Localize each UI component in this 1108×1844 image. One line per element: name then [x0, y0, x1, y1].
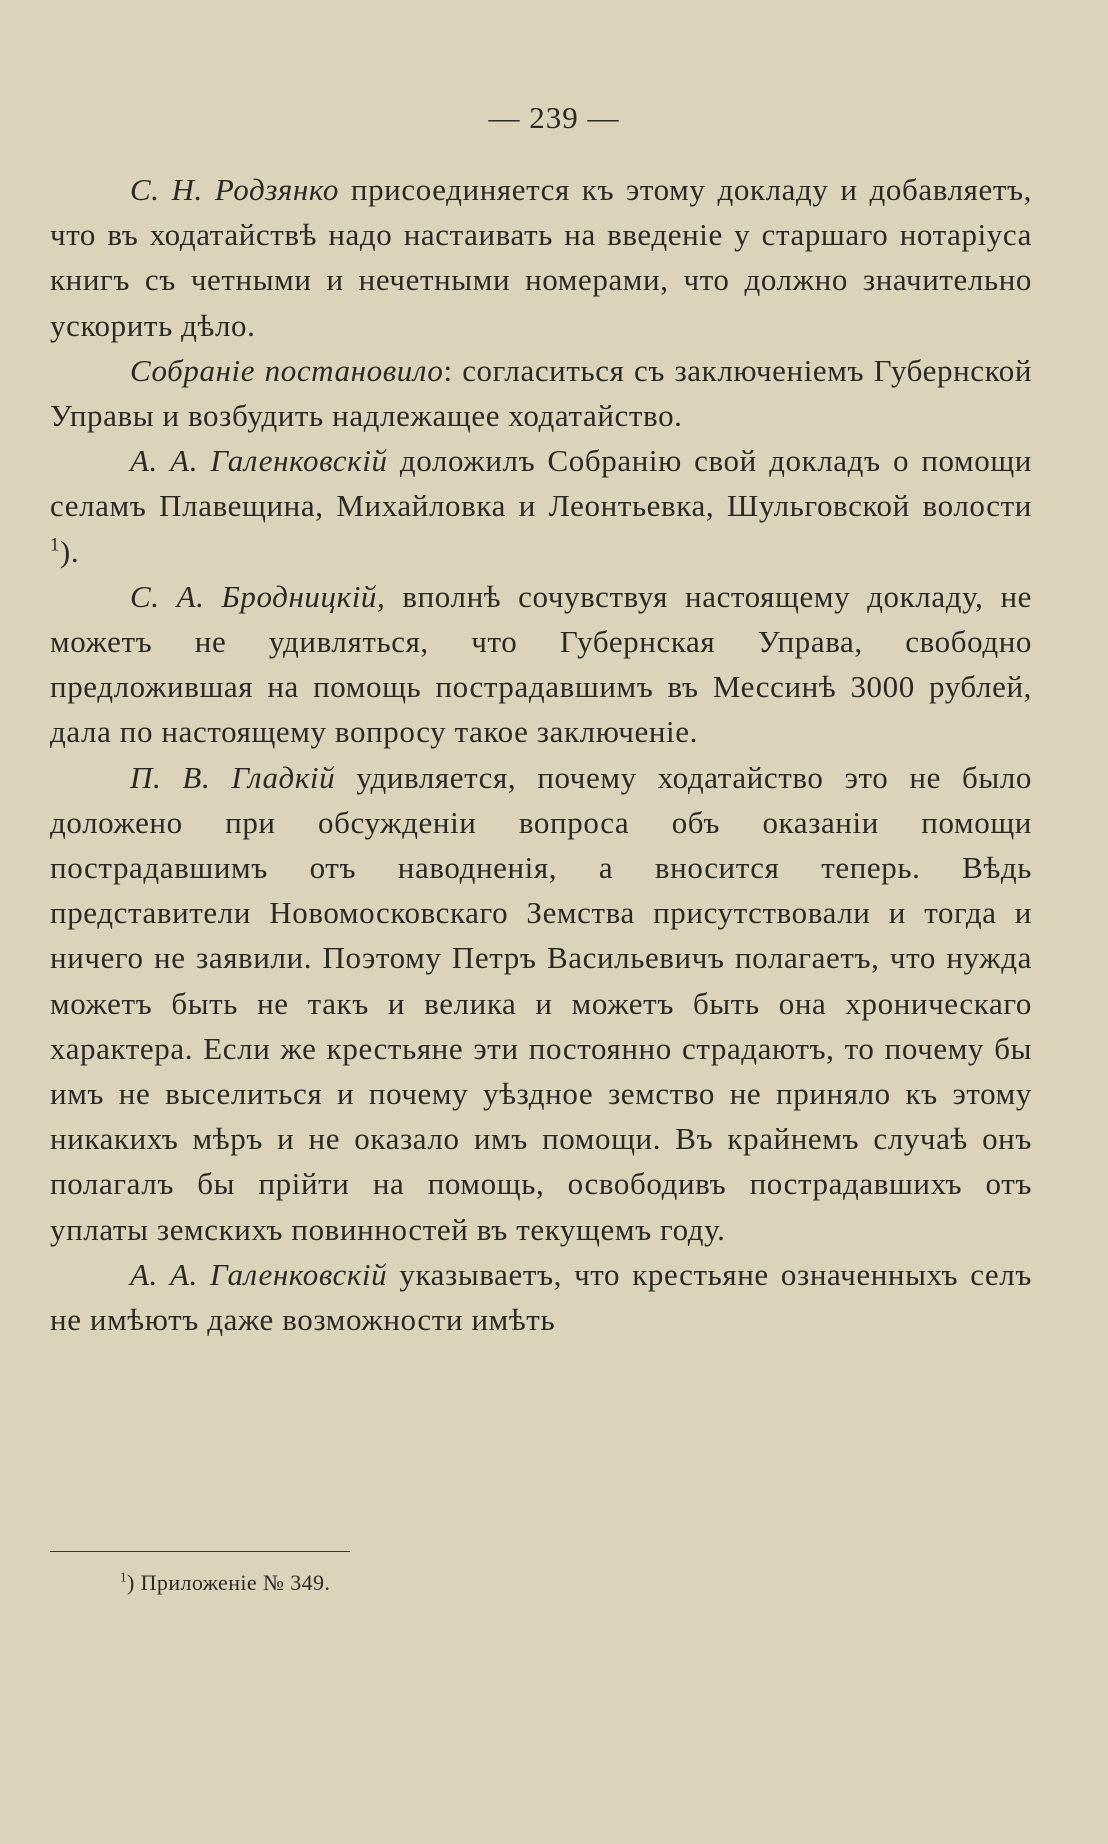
paragraph-text: доложилъ Собранію свой докладъ о помощи селамъ Плавещина, Михайловка и Леонтьевка, Шульговской волости [50, 443, 1032, 524]
footnote-divider [50, 1551, 350, 1552]
paragraph [50, 574, 1032, 755]
footnote [120, 1570, 330, 1596]
paragraph [50, 1252, 1032, 1342]
paragraph-text: вполнѣ сочувствуя настоящему докладу, не можетъ не удивляться, что Губернская Управа, свободно предложившая на помощь пострадавшимъ въ Мессинѣ 3000 рублей, дала по настоящему вопросу такое заключеніе. [50, 578, 1032, 750]
speaker-name: А. А. Галенковскій [130, 1256, 388, 1292]
footnote-text: ) Приложеніе № 349. [127, 1570, 331, 1595]
page-number: — 239 — [488, 100, 620, 135]
paragraph-text: : согласиться съ заключеніемъ Губернской Управы и возбудить надлежащее ходатайство. [50, 352, 1033, 434]
speaker-name: С. А. Бродницкій, [130, 578, 386, 614]
speaker-name: А. А. Галенковскій [130, 443, 388, 479]
speaker-name: С. Н. Родзянко [130, 172, 339, 207]
paragraph [50, 755, 1032, 1252]
paragraph [50, 438, 1032, 574]
paragraph [50, 348, 1032, 438]
paragraph-text: указываетъ, что крестьяне означенныхъ селъ не имѣютъ даже возможности имѣть [50, 1256, 1032, 1338]
resolution-label: Собраніе постановило [130, 352, 444, 388]
footnote-reference: 1 [50, 534, 60, 556]
paragraph [50, 167, 1032, 348]
paragraph-text-end: ). [59, 533, 80, 569]
footnote-marker: 1 [120, 1569, 127, 1585]
body-text [50, 167, 1032, 1342]
paragraph-text: присоединяется къ этому докладу и добавляетъ, что въ ходатайствѣ надо настаивать на введеніе у старшаго нотаріуса книгъ съ четными и нечетными номерами, что должно значительно ускорить дѣло. [50, 172, 1032, 343]
speaker-name: П. В. Гладкій [130, 759, 336, 795]
paragraph-text: удивляется, почему ходатайство это не было доложено при обсужденіи вопроса объ оказаніи помощи пострадавшимъ отъ наводненія, а вносится теперь. Вѣдь представители Новомосковскаго Земства присутствовали и тогда и ничего не заявили. Поэтому Петръ Васильевичъ полагаетъ, что нужда можетъ быть не такъ и велика и можетъ быть она хроническаго характера. Если же крестьяне эти постоянно страдаютъ, то почему бы имъ не выселиться и почему уѣздное земство не приняло къ этому никакихъ мѣръ и не оказало имъ помощи. Въ крайнемъ случаѣ онъ полагалъ бы прійти на помощь, освободивъ пострадавшихъ отъ уплаты земскихъ повинностей въ текущемъ году. [50, 759, 1032, 1247]
